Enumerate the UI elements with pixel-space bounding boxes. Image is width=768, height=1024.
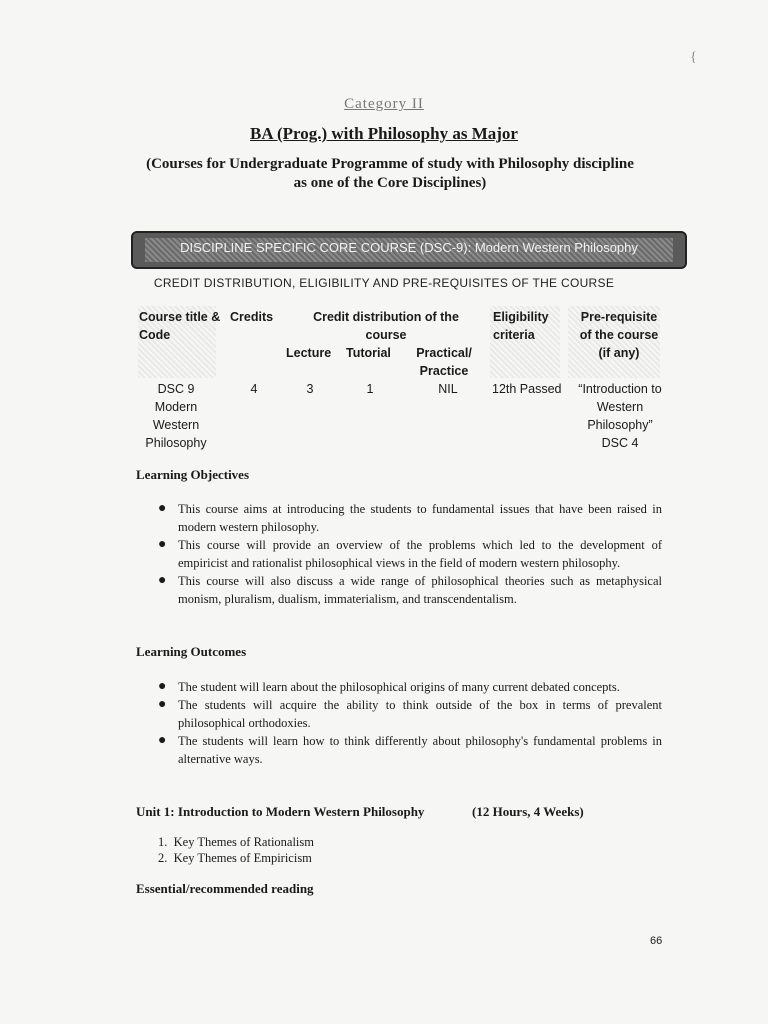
list-item: ● The students will learn how to think differently about philosophy's fundamental problems in alternative ways. — [158, 733, 662, 766]
col-header-distribution: Credit distribution of the course — [313, 310, 459, 342]
credit-distribution-heading: CREDIT DISTRIBUTION, ELIGIBILITY AND PRE-REQUISITES OF THE COURSE — [153, 276, 615, 290]
cell-tutorial: 1 — [366, 382, 374, 396]
page-title: BA (Prog.) with Philosophy as Major — [250, 124, 518, 143]
list-item: ● The students will acquire the ability to think outside of the box in terms of prevalent philosophical orthodoxies. — [158, 697, 662, 730]
unit-list-item: 1. Key Themes of Rationalism — [158, 835, 314, 849]
learning-outcomes-list — [156, 678, 662, 768]
cell-lecture: 3 — [306, 382, 314, 396]
col-header-credits: Credits — [230, 310, 274, 324]
list-item: ● The student will learn about the philosophical origins of many current debated concepts. — [158, 679, 620, 694]
col-header-prereq: Pre-requisite of the course (if any) — [579, 310, 659, 360]
category-label: Category II — [344, 96, 424, 112]
page-subtitle: (Courses for Undergraduate Programme of study with Philosophy discipline as one of the Core Disciplines) — [146, 156, 634, 191]
col-header-tutorial: Tutorial — [346, 346, 391, 360]
cell-eligibility: 12th Passed — [492, 382, 562, 396]
col-header-practical: Practical/ Practice — [416, 346, 472, 378]
cell-credits: 4 — [250, 382, 258, 396]
learning-objectives-heading: Learning Objectives — [136, 467, 250, 482]
unit-list-item: 2. Key Themes of Empiricism — [158, 851, 312, 865]
corner-mark: { — [690, 50, 697, 65]
list-item: ● This course will provide an overview of the problems which led to the development of empiricist and rationalist philosophical views in the field of modern western philosophy. — [158, 537, 662, 570]
page-number: 66 — [650, 935, 663, 947]
learning-objectives-list — [156, 500, 662, 608]
banner-pattern — [145, 238, 673, 262]
unit-title: Unit 1: Introduction to Modern Western Philosophy — [136, 804, 425, 819]
reading-heading: Essential/recommended reading — [136, 881, 314, 896]
banner-text: DISCIPLINE SPECIFIC CORE COURSE (DSC-9): Modern Western Philosophy — [180, 240, 638, 255]
cell-prereq: “Introduction to Western Philosophy” DSC 4 — [578, 382, 662, 450]
unit-duration: (12 Hours, 4 Weeks) — [472, 804, 584, 819]
col-header-course: Course title & Code — [139, 310, 221, 342]
col-header-lecture: Lecture — [286, 346, 332, 360]
list-item: ● This course aims at introducing the students to fundamental issues that have been raised in modern western philosophy. — [158, 501, 662, 534]
col-header-eligibility: Eligibility criteria — [493, 310, 549, 342]
cell-practical: NIL — [438, 382, 458, 396]
learning-outcomes-heading: Learning Outcomes — [136, 644, 247, 659]
cell-course: DSC 9 Modern Western Philosophy — [145, 382, 207, 450]
list-item: ● This course will also discuss a wide range of philosophical theories such as metaphysical monism, pluralism, dualism, immaterialism, and transcendentalism. — [158, 573, 662, 606]
course-banner — [131, 231, 687, 269]
